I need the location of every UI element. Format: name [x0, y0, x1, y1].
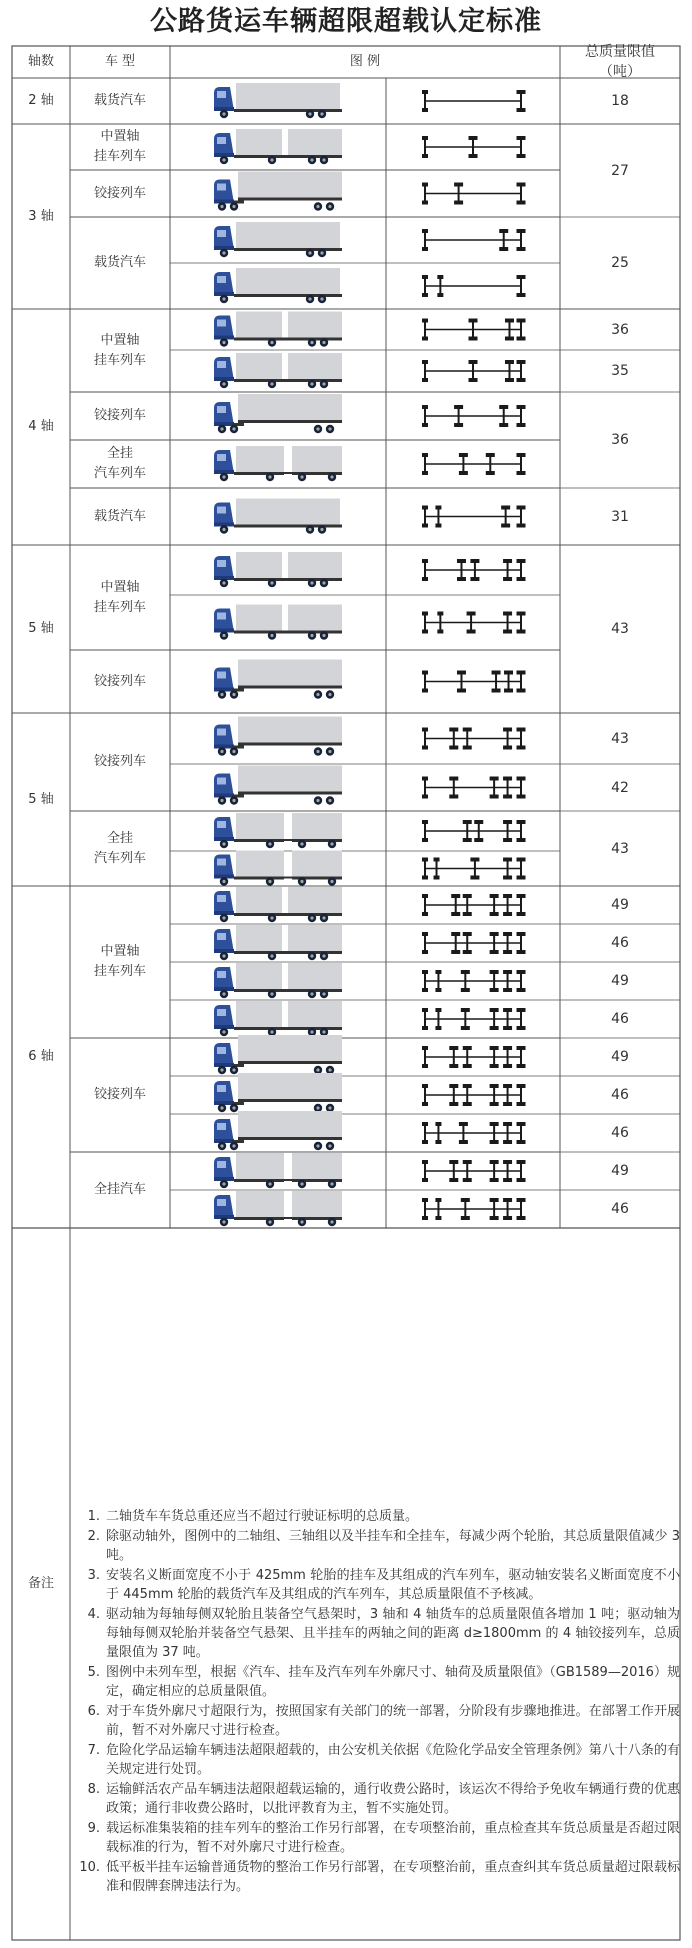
limit-value-1-0-0: [560, 124, 680, 217]
axle-diagram-2-0-1: [422, 360, 526, 382]
axle-diagram-5-1-0: [422, 1046, 526, 1068]
vehicle-image-1-1-0: [214, 172, 342, 211]
vehicle-type-4-1-text: 全挂 汽车列车: [93, 830, 146, 866]
axle-diagram-5-1-2: [422, 1122, 526, 1144]
limit-value-5-1-2: [560, 1114, 680, 1152]
axle-group-2-text: 4 轴: [28, 419, 54, 434]
note-number: 6.: [87, 1704, 100, 1719]
limit-value-5-1-1-text: 46: [611, 1087, 629, 1103]
vehicle-type-4-1: [70, 811, 170, 886]
axle-group-1-text: 3 轴: [28, 208, 54, 224]
axle-group-4-text: 5 轴: [28, 791, 54, 807]
note-item: [78, 1663, 680, 1701]
vehicle-type-1-0: [70, 124, 170, 170]
axle-diagram-1-0-0: [422, 136, 526, 158]
vehicle-type-1-0-text: 中置轴 挂车列车: [93, 129, 146, 164]
axle-diagram-1-2-0: [422, 229, 526, 251]
axle-diagram-4-1-0: [422, 820, 526, 842]
limit-value-4-0-1: [560, 764, 680, 811]
axle-diagram-3-0-1: [422, 612, 526, 634]
limit-value-3-0-0-text: 43: [611, 621, 629, 637]
vehicle-type-2-0: [70, 309, 170, 392]
axle-group-2: [12, 309, 70, 545]
vehicle-type-0-0: [70, 78, 170, 124]
vehicle-type-4-0-text: 铰接列车: [93, 754, 146, 769]
axle-diagram-5-2-1: [422, 1198, 526, 1220]
note-text: 安装名义断面宽度不小于 425mm 轮胎的挂车及其组成的汽车列车，驱动轴安装名义断面宽度不小于 445mm 轮胎的载货汽车及其组成的汽车列车，其总质量限值不予核减。: [106, 1568, 680, 1602]
vehicle-type-0-0-text: 载货汽车: [93, 93, 146, 108]
vehicle-image-3-0-1: [214, 605, 342, 640]
note-number: 10.: [79, 1860, 100, 1875]
limit-value-0-0-0-text: 18: [611, 93, 629, 109]
axle-group-5-text: 6 轴: [28, 1049, 54, 1064]
limit-value-5-0-2: [560, 962, 680, 1000]
limit-value-5-1-2-text: 46: [611, 1125, 629, 1141]
limit-value-5-1-1: [560, 1076, 680, 1114]
note-text: 图例中未列车型，根据《汽车、挂车及汽车列车外廓尺寸、轴荷及质量限值》（GB1589—2016）规定，确定相应的总质量限值。: [106, 1665, 680, 1699]
note-item: [78, 1702, 680, 1740]
note-item: [78, 1605, 680, 1662]
limit-value-2-0-1-text: 35: [611, 363, 629, 379]
limit-value-4-1-0: [560, 811, 680, 886]
note-number: 2.: [87, 1529, 100, 1544]
vehicle-type-2-2-text: 全挂 汽车列车: [93, 446, 146, 481]
note-text: 载运标准集装箱的挂车列车的整治工作另行部署，在专项整治前，重点检查其车货总质量是否超过限载标准的行为，暂不对外廓尺寸进行检查。: [106, 1821, 680, 1855]
vehicle-image-5-0-1: [214, 925, 342, 960]
vehicle-type-2-1: [70, 392, 170, 440]
note-number: 3.: [87, 1568, 100, 1583]
header-axles: [12, 46, 70, 78]
vehicle-image-5-1-0: [214, 1035, 342, 1074]
note-item: [78, 1780, 680, 1818]
limit-value-1-0-0-text: 27: [611, 162, 629, 179]
note-number: 5.: [87, 1665, 100, 1680]
limit-value-2-0-1: [560, 350, 680, 392]
axle-diagram-1-2-1: [422, 275, 526, 297]
vehicle-image-0-0-0: [214, 83, 342, 118]
vehicle-image-4-0-1: [214, 766, 342, 805]
axle-diagram-3-0-0: [422, 559, 526, 581]
page-title: 公路货运车辆超限超载认定标准: [150, 6, 542, 37]
axle-diagram-5-0-2: [422, 970, 526, 992]
limit-value-2-3-0: [560, 488, 680, 545]
axle-group-1: [12, 124, 70, 309]
vehicle-type-5-1: [70, 1038, 170, 1152]
note-text: 二轴货车车货总重还应当不超过行驶证标明的总质量。: [106, 1509, 419, 1524]
header-diagram-text: 图 例: [349, 54, 381, 69]
note-text: 驱动轴为每轴每侧双轮胎且装备空气悬架时，3 轴和 4 轴货车的总质量限值各增加 1 吨；驱动轴为每轴每侧双轮胎并装备空气悬架、且半挂车的两轴之间的距离 d≥1800mm 的 4 轴铰接列车，总质量限值为 37 吨。: [106, 1607, 680, 1660]
note-number: 9.: [87, 1821, 100, 1836]
vehicle-image-1-0-0: [214, 129, 342, 164]
limit-value-5-0-2-text: 49: [611, 973, 629, 989]
notes-label: 备注: [27, 1576, 54, 1591]
limit-value-3-0-0: [560, 545, 680, 713]
limit-value-4-1-0-text: 43: [611, 840, 629, 857]
note-text: 除驱动轴外，图例中的二轴组、三轴组以及半挂车和全挂车，每减少两个轮胎，其总质量限值减少 3 吨。: [106, 1529, 680, 1563]
axle-group-5: [12, 886, 70, 1228]
vehicle-type-2-2: [70, 440, 170, 488]
vehicle-type-5-0: [70, 886, 170, 1038]
axle-group-0-text: 2 轴: [28, 93, 54, 108]
vehicle-type-2-3: [70, 488, 170, 545]
vehicle-image-5-2-1: [214, 1191, 342, 1226]
axle-diagram-4-0-1: [422, 777, 526, 799]
limit-value-5-2-0-text: 49: [611, 1163, 629, 1179]
note-number: 8.: [87, 1782, 100, 1797]
notes-list: [78, 1506, 680, 1897]
vehicle-image-5-2-0: [214, 1153, 342, 1188]
vehicle-image-1-2-1: [214, 268, 342, 303]
header-type-text: 车 型: [104, 54, 136, 69]
vehicle-type-5-2-text: 全挂汽车: [93, 1182, 146, 1197]
axle-group-3: [12, 545, 70, 713]
limit-value-1-2-0: [560, 217, 680, 309]
axle-diagram-5-0-1: [422, 932, 526, 954]
note-item: [78, 1741, 680, 1779]
vehicle-image-4-1-1: [214, 851, 342, 886]
vehicle-image-2-2-0: [214, 446, 342, 481]
axle-diagram-2-0-0: [422, 319, 526, 341]
limit-value-5-0-3: [560, 1000, 680, 1038]
note-item: [78, 1858, 680, 1896]
limit-value-5-1-0: [560, 1038, 680, 1076]
vehicle-type-1-1: [70, 170, 170, 217]
vehicle-image-2-0-1: [214, 353, 342, 388]
vehicle-type-3-0-text: 中置轴 挂车列车: [93, 579, 146, 615]
vehicle-image-5-0-0: [214, 887, 342, 922]
axle-diagram-4-0-0: [422, 728, 526, 750]
limit-value-5-0-0-text: 49: [611, 897, 629, 913]
vehicle-type-3-1-text: 铰接列车: [93, 673, 146, 689]
axle-diagram-5-1-1: [422, 1084, 526, 1106]
vehicle-type-5-2: [70, 1152, 170, 1228]
header-limit: [560, 46, 680, 78]
note-text: 对于车货外廓尺寸超限行为，按照国家有关部门的统一部署，分阶段有步骤地推进。在部署工作开展前，暂不对外廓尺寸进行检查。: [106, 1704, 680, 1738]
axle-diagram-2-1-0: [422, 405, 526, 427]
axle-group-3-text: 5 轴: [28, 621, 54, 636]
limit-value-4-0-1-text: 42: [611, 779, 629, 796]
axle-diagram-5-2-0: [422, 1160, 526, 1182]
axle-diagram-0-0-0: [422, 90, 526, 112]
axle-group-0: [12, 78, 70, 124]
limit-value-5-0-1: [560, 924, 680, 962]
vehicle-type-1-2-text: 载货汽车: [93, 255, 146, 270]
note-text: 危险化学品运输车辆违法超限超载的，由公安机关依据《危险化学品安全管理条例》第八十八条的有关规定进行处罚。: [106, 1743, 680, 1777]
vehicle-image-5-0-3: [214, 1001, 342, 1036]
note-number: 1.: [87, 1509, 100, 1524]
vehicle-image-3-0-0: [214, 552, 342, 587]
vehicle-image-2-3-0: [214, 499, 342, 534]
limit-value-5-1-0-text: 49: [611, 1049, 629, 1065]
vehicle-image-4-1-0: [214, 813, 342, 848]
axle-diagram-2-2-0: [422, 453, 526, 475]
limit-value-5-0-3-text: 46: [611, 1011, 629, 1027]
note-text: 低平板半挂车运输普通货物的整治工作另行部署，在专项整治前，重点查纠其车货总质量超过限载标准和假牌套牌违法行为。: [106, 1860, 680, 1894]
vehicle-image-5-1-2: [214, 1111, 342, 1150]
limit-value-5-0-0: [560, 886, 680, 924]
vehicle-image-1-2-0: [214, 222, 342, 257]
header-diagram: [170, 46, 560, 78]
note-number: 4.: [87, 1607, 100, 1622]
limit-value-2-1-0: [560, 392, 680, 488]
vehicle-image-2-0-0: [214, 312, 342, 347]
limit-value-5-0-1-text: 46: [611, 935, 629, 951]
vehicle-image-5-0-2: [214, 963, 342, 998]
limit-value-1-2-0-text: 25: [611, 255, 629, 271]
vehicle-image-4-0-0: [214, 717, 342, 756]
note-text: 运输鲜活农产品车辆违法超限超载运输的，通行收费公路时，该运次不得给予免收车辆通行费的优惠政策；通行非收费公路时，以批评教育为主，暂不实施处罚。: [106, 1782, 680, 1816]
vehicle-type-1-2: [70, 217, 170, 309]
axle-diagram-2-3-0: [422, 506, 526, 528]
header-limit-text: 总质量限值 （吨）: [585, 44, 655, 80]
vehicle-type-2-0-text: 中置轴 挂车列车: [93, 332, 146, 368]
limit-value-4-0-0: [560, 713, 680, 764]
note-number: 7.: [87, 1743, 100, 1758]
limit-value-2-3-0-text: 31: [611, 508, 629, 525]
axle-diagram-3-1-0: [422, 671, 526, 693]
axle-group-4: [12, 713, 70, 886]
header-axles-text: 轴数: [27, 54, 54, 69]
vehicle-type-4-0: [70, 713, 170, 811]
vehicle-type-5-1-text: 铰接列车: [93, 1087, 146, 1102]
vehicle-type-1-1-text: 铰接列车: [93, 185, 146, 201]
note-item: [78, 1819, 680, 1857]
axle-diagram-5-0-0: [422, 894, 526, 916]
limit-value-2-0-0-text: 36: [611, 321, 629, 338]
vehicle-type-5-0-text: 中置轴 挂车列车: [93, 944, 146, 979]
vehicle-type-3-1: [70, 650, 170, 713]
axle-diagram-5-0-3: [422, 1008, 526, 1030]
limit-value-5-2-1-text: 46: [611, 1201, 629, 1217]
limit-value-2-0-0: [560, 309, 680, 350]
vehicle-image-2-1-0: [214, 394, 342, 433]
limit-value-4-0-0-text: 43: [611, 730, 629, 747]
vehicle-image-3-1-0: [214, 660, 342, 699]
note-item: [78, 1566, 680, 1604]
vehicle-type-2-3-text: 载货汽车: [93, 508, 146, 524]
limit-value-5-2-0: [560, 1152, 680, 1190]
vehicle-image-5-1-1: [214, 1073, 342, 1112]
axle-diagram-1-1-0: [422, 183, 526, 205]
vehicle-type-2-1-text: 铰接列车: [93, 408, 146, 423]
vehicle-type-3-0: [70, 545, 170, 650]
axle-diagram-4-1-1: [422, 858, 526, 880]
note-item: [78, 1507, 680, 1526]
header-type: [70, 46, 170, 78]
limit-value-0-0-0: [560, 78, 680, 124]
note-item: [78, 1527, 680, 1565]
limit-value-2-1-0-text: 36: [611, 432, 629, 448]
limit-value-5-2-1: [560, 1190, 680, 1228]
